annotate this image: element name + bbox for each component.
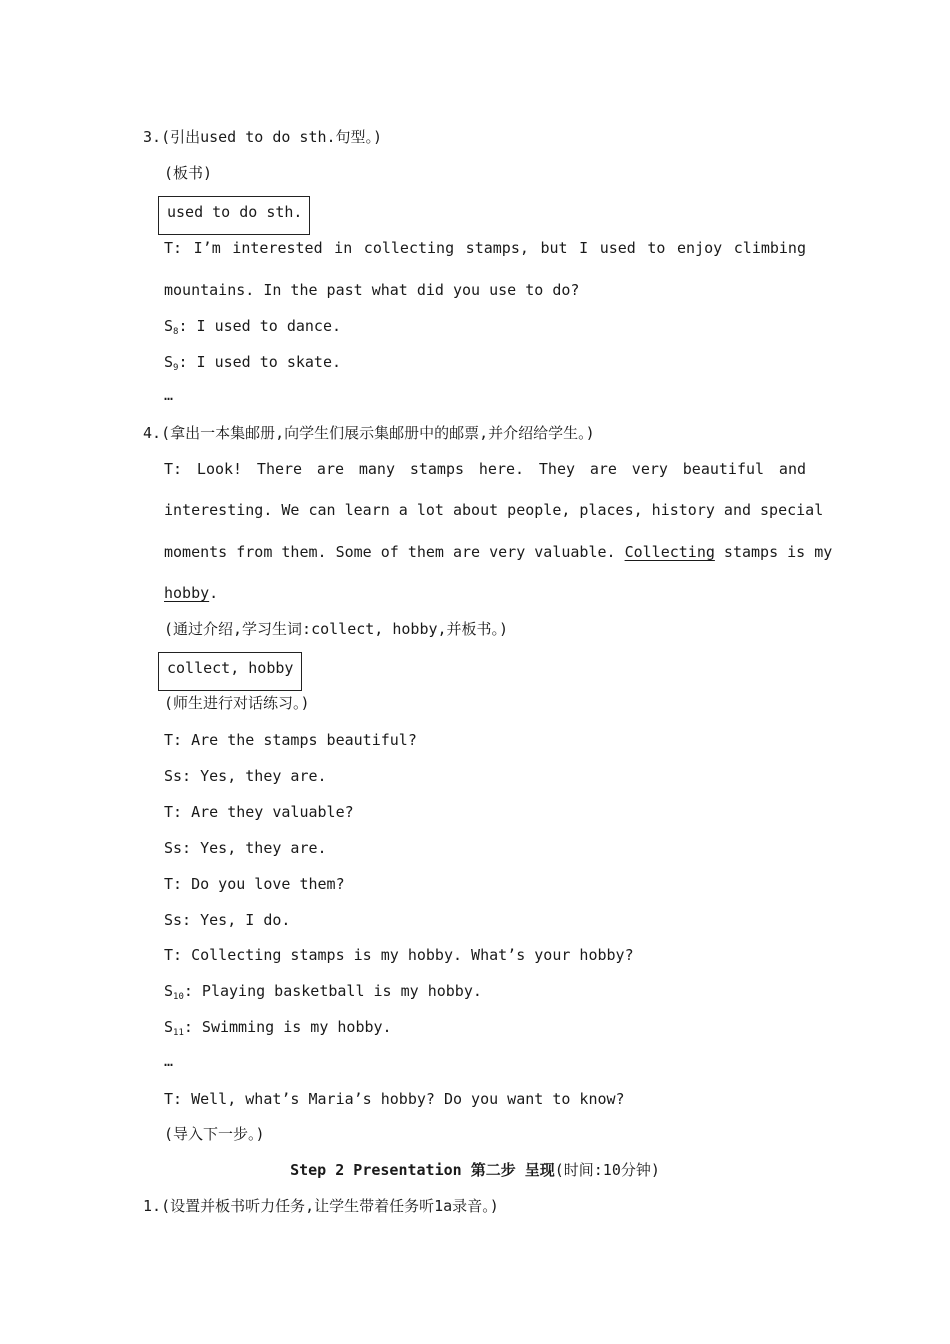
item-3-intro: (引出used to do sth.句型。) [161,128,383,146]
dialog-line: Ss: Yes, they are. [164,839,327,857]
item-1-intro: (设置并板书听力任务,让学生带着任务听1a录音。) [161,1197,499,1215]
teacher-line-cont: mountains. In the past what did you use to do? [164,281,580,299]
dialog-note: (师生进行对话练习。) [164,694,310,712]
transition-note: (导入下一步。) [164,1125,265,1143]
student-line-s11: $S_{11}$: Swimming is my hobby. [164,1018,392,1038]
item-4-intro: (拿出一本集邮册,向学生们展示集邮册中的邮票,并介绍给学生。) [161,424,595,442]
step-title: Step 2 Presentation 第二步 呈现 [290,1161,555,1179]
item-number-4: 4.(拿出一本集邮册,向学生们展示集邮册中的邮票,并介绍给学生。) [143,424,595,442]
underlined-hobby: hobby [164,584,210,602]
dialog-line: Ss: Yes, I do. [164,911,291,929]
dialog-line: T: Do you love them? [164,875,345,893]
dialog-line: T: Collecting stamps is my hobby. What’s your hobby? [164,946,634,964]
ellipsis: … [164,1052,174,1070]
vocab-note: (通过介绍,学习生词:collect, hobby,并板书。) [164,620,509,638]
underlined-collecting: Collecting [624,543,715,561]
board-box-collect-hobby [158,652,302,691]
item-number-3: 3.(引出used to do sth.句型。) [143,128,383,146]
teacher-paragraph-line-4: hobby. [164,584,219,602]
board-label: (板书) [164,164,213,182]
teacher-line: T: I’m interested in collecting stamps, but I used to enjoy climbing [164,239,806,257]
student-line-s9: $S_9$: I used to skate. [164,353,342,373]
teacher-paragraph-line-2: interesting. We can learn a lot about people, places, history and special [164,501,824,519]
step-time: (时间:10分钟) [554,1161,660,1179]
board-box-text: collect, hobby [167,659,294,677]
item-number-1: 1.(设置并板书听力任务,让学生带着任务听1a录音。) [143,1197,499,1215]
board-box-used-to [158,196,310,235]
student-line-s10: $S_{10}$: Playing basketball is my hobby. [164,982,482,1002]
board-box-text: used to do sth. [167,203,303,221]
teacher-paragraph-line-3: moments from them. Some of them are very valuable. Collecting stamps is my [164,543,833,561]
teacher-paragraph-line-1: T: Look! There are many stamps here. They are very beautiful and [164,460,806,478]
student-line-s8: $S_8$: I used to dance. [164,317,342,337]
dialog-line: T: Well, what’s Maria’s hobby? Do you want to know? [164,1090,625,1108]
dialog-line: Ss: Yes, they are. [164,767,327,785]
dialog-line: T: Are the stamps beautiful? [164,731,417,749]
ellipsis: … [164,386,174,404]
step-heading [0,1160,950,1180]
dialog-line: T: Are they valuable? [164,803,354,821]
